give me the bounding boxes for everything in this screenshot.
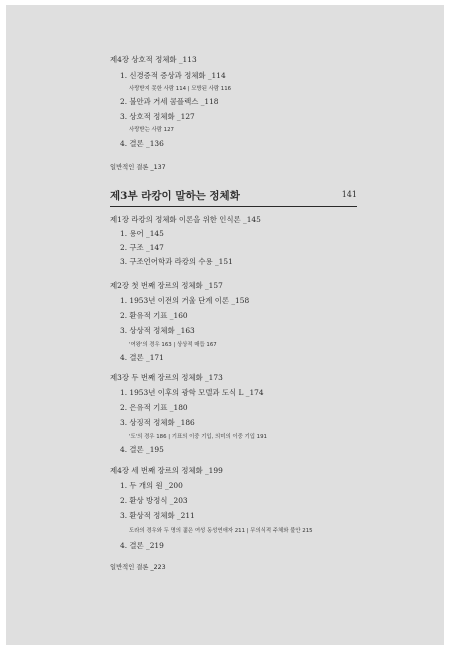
toc-item: 2. 은유적 기표 _180 — [120, 403, 188, 412]
chapter-heading: 제4장 세 번째 장르의 정체화 _199 — [110, 466, 223, 475]
toc-item: 2. 불안과 거세 콤플렉스 _118 — [120, 97, 219, 106]
toc-subitem: 도라의 경우와 두 명의 젊은 여성 동성연애자 211 | 무의식적 주체와 불안 215 — [129, 528, 313, 534]
toc-item: 4. 결론 _136 — [120, 139, 164, 148]
toc-subitem: 사랑받는 사람 127 — [129, 127, 174, 133]
toc-item: 1. 1953년 이후의 광학 모델과 도식 L _174 — [120, 388, 264, 397]
toc-item: 1. 두 개의 원 _200 — [120, 481, 183, 490]
chapter-heading: 제3장 두 번째 장르의 정체화 _173 — [110, 373, 223, 382]
toc-subitem: 사랑받지 못한 사람 114 | 모방된 사람 116 — [129, 86, 232, 92]
toc-item: 2. 구조 _147 — [120, 243, 164, 252]
part-page-number: 141 — [341, 190, 357, 199]
part-header — [110, 185, 357, 207]
toc-subitem: '도'의 경우 186 | 기표의 이중 기입, 의미의 이중 기입 191 — [129, 434, 267, 440]
chapter-heading: 제1장 라캉의 정체화 이론을 위한 인식론 _145 — [110, 215, 261, 224]
toc-item: 2. 환유적 기표 _160 — [120, 311, 188, 320]
toc-item: 3. 구조언어학과 라캉의 수용 _151 — [120, 257, 233, 266]
part-title: 제3부 라캉이 말하는 정체화 — [110, 190, 240, 202]
toc-item: 3. 환상적 정체화 _211 — [120, 511, 195, 520]
toc-item: 1. 1953년 이전의 거울 단계 이론 _158 — [120, 296, 250, 305]
book-page — [6, 5, 444, 645]
toc-subitem: '여왕'의 경우 163 | 상상적 매듭 167 — [129, 342, 217, 348]
toc-item: 3. 상상적 정체화 _163 — [120, 326, 195, 335]
toc-item: 4. 결론 _195 — [120, 445, 164, 454]
conclusion-entry: 일반적인 결론 _223 — [110, 564, 166, 571]
toc-item: 2. 환상 방정식 _203 — [120, 496, 188, 505]
toc-item: 3. 상징적 정체화 _186 — [120, 418, 195, 427]
toc-item: 3. 상호적 정체화 _127 — [120, 112, 195, 121]
chapter-heading: 제4장 상호적 정체화 _113 — [110, 55, 197, 64]
toc-item: 4. 결론 _219 — [120, 541, 164, 550]
toc-item: 4. 결론 _171 — [120, 353, 164, 362]
chapter-heading: 제2장 첫 번째 장르의 정체화 _157 — [110, 281, 223, 290]
toc-item: 1. 용어 _145 — [120, 229, 164, 238]
toc-item: 1. 신경증적 증상과 정체화 _114 — [120, 71, 226, 80]
conclusion-entry: 일반적인 결론 _137 — [110, 164, 166, 171]
